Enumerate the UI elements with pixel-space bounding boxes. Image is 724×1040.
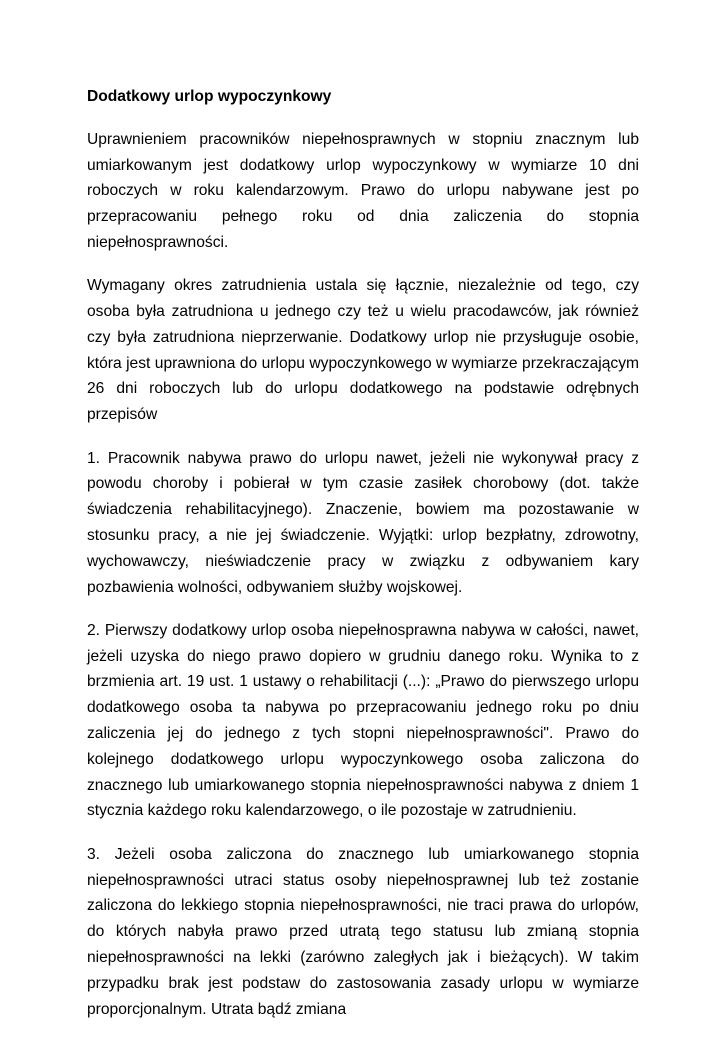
paragraph-point-2: 2. Pierwszy dodatkowy urlop osoba niepełnosprawna nabywa w całości, nawet, jeżeli uzyska do niego prawo dopiero w grudniu danego roku. Wynika to z brzmienia art. 19 ust. 1 ustawy o rehabilitacji (...): „Prawo do pierwszego urlopu dodatkowego osoba ta nabywa po przepracowaniu jednego roku po dniu zaliczenia jej do jednego z tych stopni niepełnosprawności". Prawo do kolejnego dodatkowego urlopu wypoczynkowego osoba zaliczona do znacznego lub umiarkowanego stopnia niepełnosprawności nabywa z dniem 1 stycznia każdego roku kalendarzowego, o ile pozostaje w zatrudnieniu. [87,621,639,820]
paragraph-employment-period: Wymagany okres zatrudnienia ustala się łącznie, niezależnie od tego, czy osoba była zatrudniona u jednego czy też u wielu pracodawców, jak również czy była zatrudniona nieprzerwanie. Dodatkowy urlop nie przysługuje osobie, która jest uprawniona do urlopu wypoczynkowego w wymiarze przekraczającym 26 dni roboczych lub do urlopu dodatkowego na podstawie odrębnych przepisów [87,277,639,424]
paragraph-point-3: 3. Jeżeli osoba zaliczona do znacznego lub umiarkowanego stopnia niepełnosprawności utraci status osoby niepełnosprawnej lub też zostanie zaliczona do lekkiego stopnia niepełnosprawności, nie traci prawa do urlopów, do których nabyła prawo przed utratą tego statusu lub zmianą stopnia niepełnosprawności na lekki (zarówno zaległych jak i bieżących). W takim przypadku brak jest podstaw do zastosowania zasady urlopu w wymiarze proporcjonalnym. Utrata bądź zmiana [87,845,639,1018]
paragraph-intro: Uprawnieniem pracowników niepełnosprawnych w stopniu znacznym lub umiarkowanym jest dodatkowy urlop wypoczynkowy w wymiarze 10 dni roboczych w roku kalendarzowym. Prawo do urlopu nabywane jest po przepracowaniu pełnego roku od dnia zaliczenia do stopnia niepełnosprawności. [87,130,639,251]
document-title: Dodatkowy urlop wypoczynkowy [87,88,332,105]
paragraph-point-1: 1. Pracownik nabywa prawo do urlopu nawet, jeżeli nie wykonywał pracy z powodu choroby i pobierał w tym czasie zasiłek chorobowy (dot. także świadczenia rehabilitacyjnego). Znaczenie, bowiem ma pozostawanie w stosunku pracy, a nie jej świadczenie. Wyjątki: urlop bezpłatny, zdrowotny, wychowawczy, nieświadczenie pracy w związku z odbywaniem kary pozbawienia wolności, odbywaniem służby wojskowej. [87,449,639,596]
document-page [87,84,639,1040]
